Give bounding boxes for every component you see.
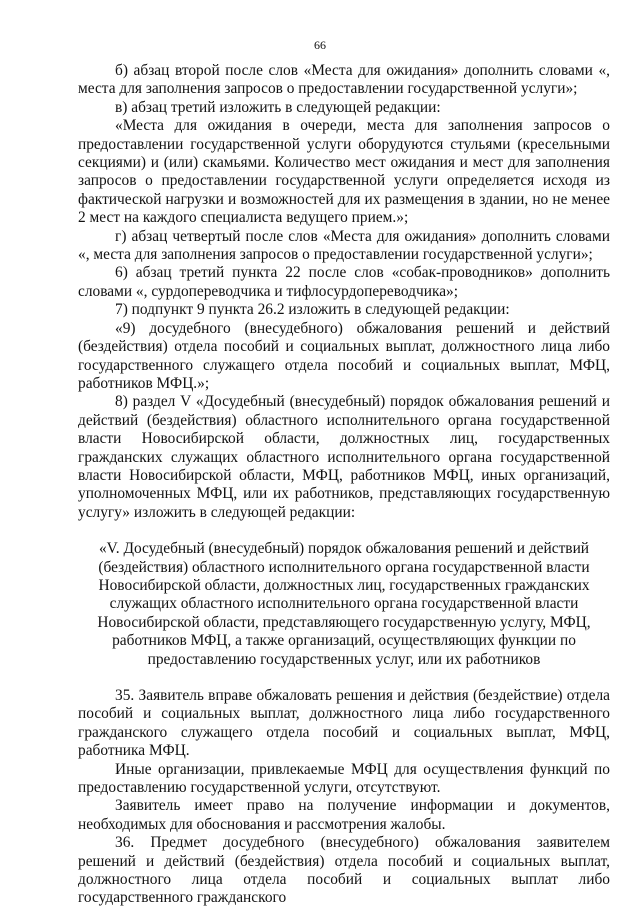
- paragraph: 35. Заявитель вправе обжаловать решения и действия (бездействие) отдела пособий и социальных выплат, должностного лица либо государственного гражданского служащего отдела пособий и социальных выплат, МФЦ, работника МФЦ.: [78, 687, 610, 760]
- paragraph: Иные организации, привлекаемые МФЦ для осуществления функций по предоставлению государственной услуги, отсутствуют.: [78, 760, 610, 797]
- document-body: [78, 62, 610, 908]
- paragraph: 7) подпункт 9 пункта 26.2 изложить в следующей редакции:: [115, 301, 510, 319]
- paragraph: 6) абзац третий пункта 22 после слов «собак-проводников» дополнить словами «, сурдопереводчика и тифлосурдопереводчика»;: [78, 264, 610, 300]
- paragraph: г) абзац четвертый после слов «Места для ожидания» дополнить словами «, места для заполнения запросов о предоставлении государственной услуги»;: [78, 227, 610, 264]
- page-number: 66: [314, 38, 326, 52]
- paragraph: Заявитель имеет право на получение информации и документов, необходимых для обоснования и рассмотрения жалобы.: [78, 797, 610, 833]
- paragraph: в) абзац третий изложить в следующей редакции:: [115, 98, 441, 116]
- paragraph: «9) досудебного (внесудебного) обжалования решений и действий (бездействия) отдела пособий и социальных выплат, должностного лица либо государственного служащего отдела пособий и социальных выплат, МФЦ, работников МФЦ.»;: [78, 319, 610, 392]
- paragraph: «Места для ожидания в очереди, места для заполнения запросов о предоставлении государственной услуги оборудуются стульями (кресельными секциями) и (или) скамьями. Количество мест ожидания и мест для заполнения запросов о предоставлении государственной услуги определяется исходя из фактической нагрузки и возможностей для их размещения в здании, но не менее 2 мест на каждого специалиста ведущего прием.»;: [78, 117, 610, 227]
- paragraph: б) абзац второй после слов «Места для ожидания» дополнить словами «, места для заполнения запросов о предоставлении государственной услуги»;: [78, 62, 610, 98]
- paragraph: 36. Предмет досудебного (внесудебного) обжалования заявителем решений и действий (бездействия) отдела пособий и социальных выплат, должностного лица отдела пособий и социальных выплат либо государственного гражданского: [78, 834, 610, 907]
- section-heading: «V. Досудебный (внесудебный) порядок обжалования решений и действий (бездействия) областного исполнительного органа государственной власти Новосибирской области, должностных лиц, государственных гражданских служащих областного исполнительного органа государственной власти Новосибирской области, представляющего государственную услугу, МФЦ, работников МФЦ, а также организаций, осуществляющих функции по предоставлению государственных услуг, или их работников: [97, 540, 591, 668]
- paragraph: 8) раздел V «Досудебный (внесудебный) порядок обжалования решений и действий (бездействия) областного исполнительного органа государственной власти Новосибирской области, должностных лиц, государственных гражданских служащих областного исполнительного органа государственной власти Новосибирской области, МФЦ, работников МФЦ, иных организаций, уполномоченных МФЦ, или их работников, представляющих государственную услугу» изложить в следующей редакции:: [78, 393, 610, 521]
